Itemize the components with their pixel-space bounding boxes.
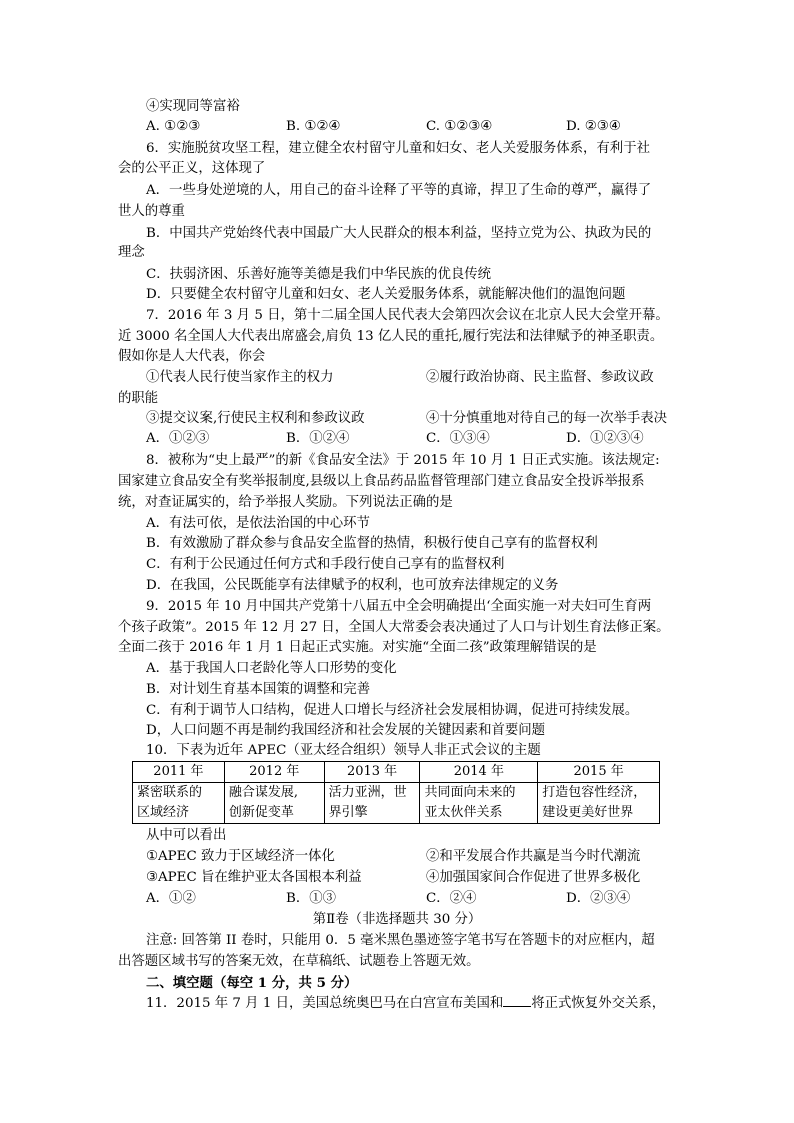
- table-row: [133, 783, 660, 824]
- q10-lead: 从中可以看出: [146, 828, 227, 843]
- q6-option-a-line1: A．一些身处逆境的人，用自己的奋斗诠释了平等的真谛，捍卫了生命的尊严，赢得了: [146, 183, 652, 198]
- q10-option-a: A．①②: [146, 891, 196, 906]
- q9-stem-line1: 9．2015 年 10 月中国共产党第十八届五中全会明确提出‘全面实施一对夫妇可生育两: [146, 599, 652, 614]
- q8-option-b: B．有效激励了群众参与食品安全监督的热情，积极行使自己享有的监督权利: [146, 536, 598, 551]
- q6-option-b-line1: B．中国共产党始终代表中国最广大人民群众的根本利益，坚持立党为公、执政为民的: [146, 226, 652, 241]
- table-year-cell: 2015 年: [538, 762, 660, 783]
- q10-item2: ②和平发展合作共赢是当今时代潮流: [426, 849, 641, 864]
- q6-option-d: D．只要健全农村留守儿童和妇女、老人关爱服务体系，就能解决他们的温饱问题: [146, 287, 626, 302]
- q7-option-b: B．①②④: [286, 431, 350, 446]
- q10-item3: ③APEC 旨在维护亚太各国根本利益: [146, 870, 362, 885]
- q8-option-c: C．有利于公民通过任何方式和手段行使自己享有的监督权利: [146, 557, 505, 572]
- q8-option-a: A．有法可依，是依法治国的中心环节: [146, 516, 370, 531]
- q10-option-d: D．②③④: [566, 891, 631, 906]
- q7-item1: ①代表人民行使当家作主的权力: [146, 370, 334, 385]
- q7-option-c: C．①③④: [426, 431, 490, 446]
- table-theme-cell: 打造包容性经济， 建设更美好世界: [538, 783, 660, 824]
- part2-note-line2: 出答题区域书写的答案无效，在草稿纸、试题卷上答题无效。: [118, 954, 480, 969]
- q8-stem-line1: 8．被称为“史上最严”的新《食品安全法》于 2015 年 10 月 1 日正式实施。该法规定:: [146, 453, 660, 468]
- q11-text-before-blank: 11．2015 年 7 月 1 日，美国总统奥巴马在白宫宣布美国和: [146, 996, 504, 1011]
- q9-stem-line2: 个孩子政策”。2015 年 12 月 27 日，全国人大常委会表决通过了人口与计划生育法修正案。: [118, 620, 670, 635]
- table-theme-cell: 融合谋发展, 创新促变革: [224, 783, 324, 824]
- q7-stem-line1: 7．2016 年 3 月 5 日，第十二届全国人民代表大会第四次会议在北京人民大会堂开幕。: [146, 308, 669, 323]
- q7-option-a: A．①②③: [146, 431, 210, 446]
- table-year-cell: 2013 年: [324, 762, 420, 783]
- part2-note-line1: 注意: 回答第 II 卷时，只能用 0．5 毫米黑色墨迹签字笔书写在答题卡的对应框内，超: [146, 933, 655, 948]
- section-heading: 二、填空题（每空 1 分，共 5 分）: [146, 975, 358, 991]
- q5-option-c: C. ①②③④: [426, 119, 493, 134]
- q7-item4: ④十分慎重地对待自己的每一次举手表决: [426, 411, 668, 426]
- q6-stem-line2: 会的公平正义，这体现了: [118, 161, 266, 176]
- q5-option-d: D. ②③④: [566, 119, 621, 134]
- q11-text-after-blank: 将正式恢复外交关系，: [531, 996, 666, 1011]
- q11-line: [146, 994, 665, 1014]
- q6-option-a-line2: 世人的尊重: [118, 204, 185, 219]
- q5-option-b: B. ①②④: [286, 119, 341, 134]
- table-year-cell: 2011 年: [133, 762, 225, 783]
- q7-item3: ③提交议案,行使民主权利和参政议政: [146, 411, 365, 426]
- q7-option-d: D．①②③④: [566, 431, 644, 446]
- q7-item2-line2: 的职能: [118, 391, 159, 406]
- q10-option-c: C．②④: [426, 891, 477, 906]
- table-theme-cell: 活力亚洲，世 界引擎: [324, 783, 420, 824]
- q9-option-c: C．有利于调节人口结构，促进人口增长与经济社会发展相协调，促进可持续发展。: [146, 703, 639, 718]
- q9-stem-line3: 全面二孩于 2016 年 1 月 1 日起正式实施。对实施“全面二孩”政策理解错误的是: [118, 640, 597, 655]
- q8-stem-line2: 国家建立食品安全有奖举报制度,县级以上食品药品监督管理部门建立食品安全投诉举报系: [118, 474, 645, 489]
- q5-item4: ④实现同等富裕: [146, 99, 240, 114]
- q9-option-b: B．对计划生育基本国策的调整和完善: [146, 682, 371, 697]
- table-theme-cell: 紧密联系的 区域经济: [133, 783, 225, 824]
- part2-title: 第Ⅱ卷（非选择题共 30 分）: [312, 912, 482, 927]
- apec-theme-table: [132, 761, 660, 824]
- q8-stem-line3: 统，对查证属实的，给予举报人奖励。下列说法正确的是: [118, 495, 453, 510]
- answer-blank: [503, 994, 531, 1007]
- q6-option-c: C．扶弱济困、乐善好施等美德是我们中华民族的优良传统: [146, 267, 492, 282]
- q10-stem: 10．下表为近年 APEC（亚太经合组织）领导人非正式会议的主题: [146, 743, 541, 758]
- q6-option-b-line2: 理念: [118, 245, 145, 260]
- q5-option-a: A. ①②③: [146, 119, 201, 134]
- q7-stem-line2: 近 3000 名全国人大代表出席盛会,肩负 13 亿人民的重托,履行宪法和法律赋予的神圣职责。: [118, 329, 664, 344]
- q10-item1: ①APEC 致力于区域经济一体化: [146, 849, 335, 864]
- table-theme-cell: 共同面向未来的 亚太伙伴关系: [420, 783, 538, 824]
- q6-stem-line1: 6．实施脱贫攻坚工程，建立健全农村留守儿童和妇女、老人关爱服务体系，有利于社: [146, 141, 650, 156]
- table-year-cell: 2012 年: [224, 762, 324, 783]
- q8-option-d: D．在我国，公民既能享有法律赋予的权利，也可放弃法律规定的义务: [146, 578, 559, 593]
- q9-option-d: D，人口问题不再是制约我国经济和社会发展的关键因素和首要问题: [146, 723, 546, 738]
- q7-item2-line1: ②履行政治协商、民主监督、参政议政: [426, 370, 654, 385]
- table-year-cell: 2014 年: [420, 762, 538, 783]
- q9-option-a: A．基于我国人口老龄化等人口形势的变化: [146, 661, 397, 676]
- table-header-row: [133, 762, 660, 783]
- q10-option-b: B．①③: [286, 891, 337, 906]
- q10-item4: ④加强国家间合作促进了世界多极化: [426, 870, 641, 885]
- q7-stem-line3: 假如你是人大代表，你会: [118, 349, 266, 364]
